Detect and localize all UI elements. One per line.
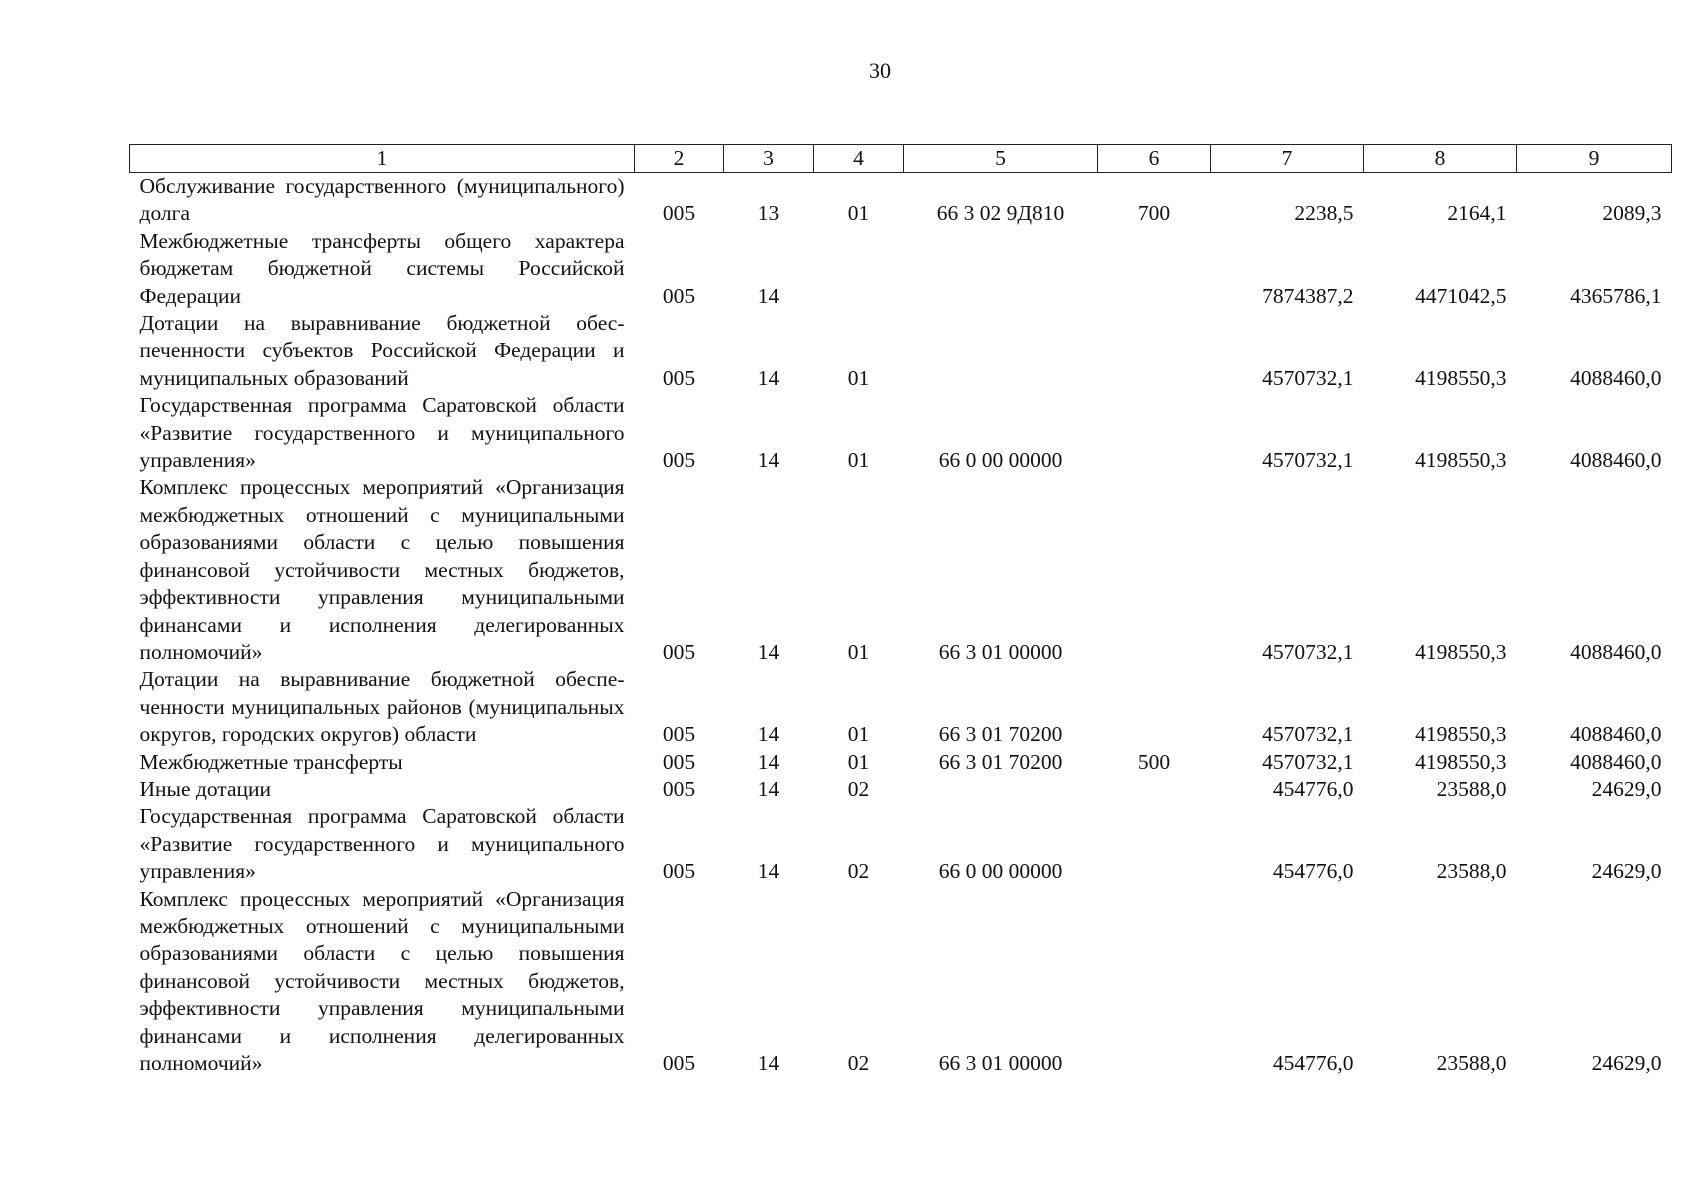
cell-grbs: 005 bbox=[662, 639, 696, 664]
cell-expense-type: 700 bbox=[1137, 201, 1171, 226]
cell-target-article bbox=[904, 776, 1098, 803]
cell-grbs: 005 bbox=[662, 749, 696, 774]
cell-amount-year-2: 4198550,3 bbox=[1415, 749, 1507, 774]
table-row bbox=[130, 749, 1672, 776]
cell-subsection: 02 bbox=[847, 776, 870, 801]
cell-section: 13 bbox=[757, 201, 780, 226]
cell-grbs: 005 bbox=[662, 201, 696, 226]
cell-expense-type bbox=[1098, 803, 1211, 885]
cell-amount-year-3: 2089,3 bbox=[1602, 201, 1662, 226]
table-row bbox=[130, 474, 1672, 666]
cell-name: Межбюджетные трансферты общего характера бюджетам бюджетной системы Российской Федерации bbox=[139, 228, 625, 308]
cell-expense-type bbox=[1098, 474, 1211, 666]
cell-expense-type bbox=[1098, 392, 1211, 474]
budget-table bbox=[129, 144, 1672, 1077]
header-col-5: 5 bbox=[904, 145, 1098, 173]
cell-name: Иные дотации bbox=[139, 776, 272, 801]
cell-name: Государственная программа Саратовской области «Развитие государственного и муниципального управления» bbox=[139, 804, 625, 884]
cell-target-article: 66 3 02 9Д810 bbox=[936, 201, 1065, 226]
cell-expense-type bbox=[1098, 886, 1211, 1078]
cell-grbs: 005 bbox=[662, 722, 696, 747]
cell-target-article: 66 3 01 70200 bbox=[938, 722, 1063, 747]
cell-section: 14 bbox=[757, 1051, 780, 1075]
cell-amount-year-2: 2164,1 bbox=[1447, 201, 1507, 226]
header-col-7: 7 bbox=[1211, 145, 1364, 173]
cell-expense-type: 500 bbox=[1137, 749, 1171, 774]
cell-name: Дотации на выравнивание бюджетной обеспеченности муниципальных районов (муниципальных округов, городских округов) области bbox=[139, 667, 625, 747]
cell-amount-year-2: 23588,0 bbox=[1436, 1051, 1507, 1075]
cell-amount-year-1: 4570732,1 bbox=[1262, 365, 1354, 390]
cell-grbs: 005 bbox=[662, 448, 696, 473]
cell-amount-year-3: 4088460,0 bbox=[1570, 639, 1662, 664]
cell-amount-year-3: 24629,0 bbox=[1591, 859, 1662, 884]
header-col-4: 4 bbox=[814, 145, 904, 173]
cell-amount-year-3: 24629,0 bbox=[1591, 1051, 1662, 1075]
table-row bbox=[130, 228, 1672, 310]
table-row bbox=[130, 886, 1672, 1078]
cell-amount-year-1: 454776,0 bbox=[1272, 1051, 1354, 1075]
table-row bbox=[130, 310, 1672, 392]
cell-target-article: 66 0 00 00000 bbox=[938, 448, 1063, 473]
cell-amount-year-2: 23588,0 bbox=[1436, 859, 1507, 884]
table-row bbox=[130, 173, 1672, 228]
cell-amount-year-1: 4570732,1 bbox=[1262, 639, 1354, 664]
header-col-6: 6 bbox=[1098, 145, 1211, 173]
cell-target-article: 66 3 01 00000 bbox=[938, 639, 1063, 664]
cell-amount-year-3: 4088460,0 bbox=[1570, 365, 1662, 390]
cell-amount-year-1: 2238,5 bbox=[1294, 201, 1354, 226]
cell-amount-year-1: 4570732,1 bbox=[1262, 722, 1354, 747]
cell-amount-year-3: 4088460,0 bbox=[1570, 722, 1662, 747]
cell-subsection: 01 bbox=[847, 365, 870, 390]
cell-grbs: 005 bbox=[662, 365, 696, 390]
cell-amount-year-1: 4570732,1 bbox=[1262, 749, 1354, 774]
cell-subsection: 02 bbox=[847, 859, 870, 884]
table-row bbox=[130, 776, 1672, 803]
cell-amount-year-2: 4198550,3 bbox=[1415, 448, 1507, 473]
cell-amount-year-2: 4198550,3 bbox=[1415, 365, 1507, 390]
cell-amount-year-3: 24629,0 bbox=[1591, 776, 1662, 801]
page-number: 30 bbox=[869, 58, 891, 83]
cell-subsection bbox=[814, 228, 904, 310]
cell-target-article bbox=[904, 228, 1098, 310]
cell-grbs: 005 bbox=[662, 859, 696, 884]
table-header bbox=[130, 145, 1672, 173]
cell-name: Дотации на выравнивание бюджетной обеспеченности субъектов Российской Федерации и муниципальных образований bbox=[139, 311, 625, 390]
cell-amount-year-1: 7874387,2 bbox=[1262, 283, 1354, 308]
cell-name: Межбюджетные трансферты bbox=[139, 749, 403, 774]
cell-amount-year-1: 4570732,1 bbox=[1262, 448, 1354, 473]
cell-expense-type bbox=[1098, 776, 1211, 803]
cell-subsection: 01 bbox=[847, 448, 870, 473]
cell-amount-year-3: 4365786,1 bbox=[1570, 283, 1662, 308]
cell-section: 14 bbox=[757, 859, 780, 884]
cell-section: 14 bbox=[757, 639, 780, 664]
cell-section: 14 bbox=[757, 448, 780, 473]
cell-grbs: 005 bbox=[662, 283, 696, 308]
table-body bbox=[130, 173, 1672, 1078]
cell-grbs: 005 bbox=[662, 1051, 696, 1075]
cell-grbs: 005 bbox=[662, 776, 696, 801]
cell-section: 14 bbox=[757, 365, 780, 390]
cell-target-article: 66 3 01 70200 bbox=[938, 749, 1063, 774]
cell-name: Государственная программа Саратовской области «Развитие государственного и муниципального управления» bbox=[139, 393, 625, 473]
header-col-9: 9 bbox=[1517, 145, 1672, 173]
cell-amount-year-2: 23588,0 bbox=[1436, 776, 1507, 801]
cell-subsection: 01 bbox=[847, 722, 870, 747]
cell-expense-type bbox=[1098, 666, 1211, 748]
header-row bbox=[130, 145, 1672, 173]
cell-expense-type bbox=[1098, 228, 1211, 310]
cell-target-article bbox=[904, 310, 1098, 392]
cell-amount-year-1: 454776,0 bbox=[1272, 776, 1354, 801]
table-row bbox=[130, 803, 1672, 885]
cell-section: 14 bbox=[757, 283, 780, 308]
cell-subsection: 01 bbox=[847, 749, 870, 774]
cell-subsection: 01 bbox=[847, 201, 870, 226]
cell-amount-year-2: 4198550,3 bbox=[1415, 639, 1507, 664]
header-col-2: 2 bbox=[635, 145, 724, 173]
cell-target-article: 66 3 01 00000 bbox=[938, 1051, 1063, 1075]
header-col-3: 3 bbox=[724, 145, 814, 173]
header-col-8: 8 bbox=[1364, 145, 1517, 173]
header-col-1: 1 bbox=[130, 145, 635, 173]
cell-amount-year-3: 4088460,0 bbox=[1570, 448, 1662, 473]
cell-target-article: 66 0 00 00000 bbox=[938, 859, 1063, 884]
cell-section: 14 bbox=[757, 749, 780, 774]
cell-subsection: 02 bbox=[847, 1051, 870, 1075]
cell-amount-year-3: 4088460,0 bbox=[1570, 749, 1662, 774]
cell-amount-year-2: 4198550,3 bbox=[1415, 722, 1507, 747]
table-row bbox=[130, 392, 1672, 474]
cell-subsection: 01 bbox=[847, 639, 870, 664]
cell-name: Комплекс процессных мероприятий «Организация межбюджетных отношений с муниципальными образованиями области с целью повышения финансовой устойчивости местных бюджетов, эффективности управления муниципальными финансами и исполнения делегированных полномочий» bbox=[139, 475, 625, 664]
cell-amount-year-1: 454776,0 bbox=[1272, 859, 1354, 884]
cell-name: Комплекс процессных мероприятий «Организация межбюджетных отношений с муниципальными образованиями области с целью повышения финансовой устойчивости местных бюджетов, эффективности управления муниципальными финансами и исполнения делегированных полномочий» bbox=[139, 886, 625, 1075]
cell-section: 14 bbox=[757, 722, 780, 747]
cell-section: 14 bbox=[757, 776, 780, 801]
cell-expense-type bbox=[1098, 310, 1211, 392]
cell-name: Обслуживание государственного (муниципального) долга bbox=[139, 174, 625, 226]
table-row bbox=[130, 666, 1672, 748]
cell-amount-year-2: 4471042,5 bbox=[1415, 283, 1507, 308]
